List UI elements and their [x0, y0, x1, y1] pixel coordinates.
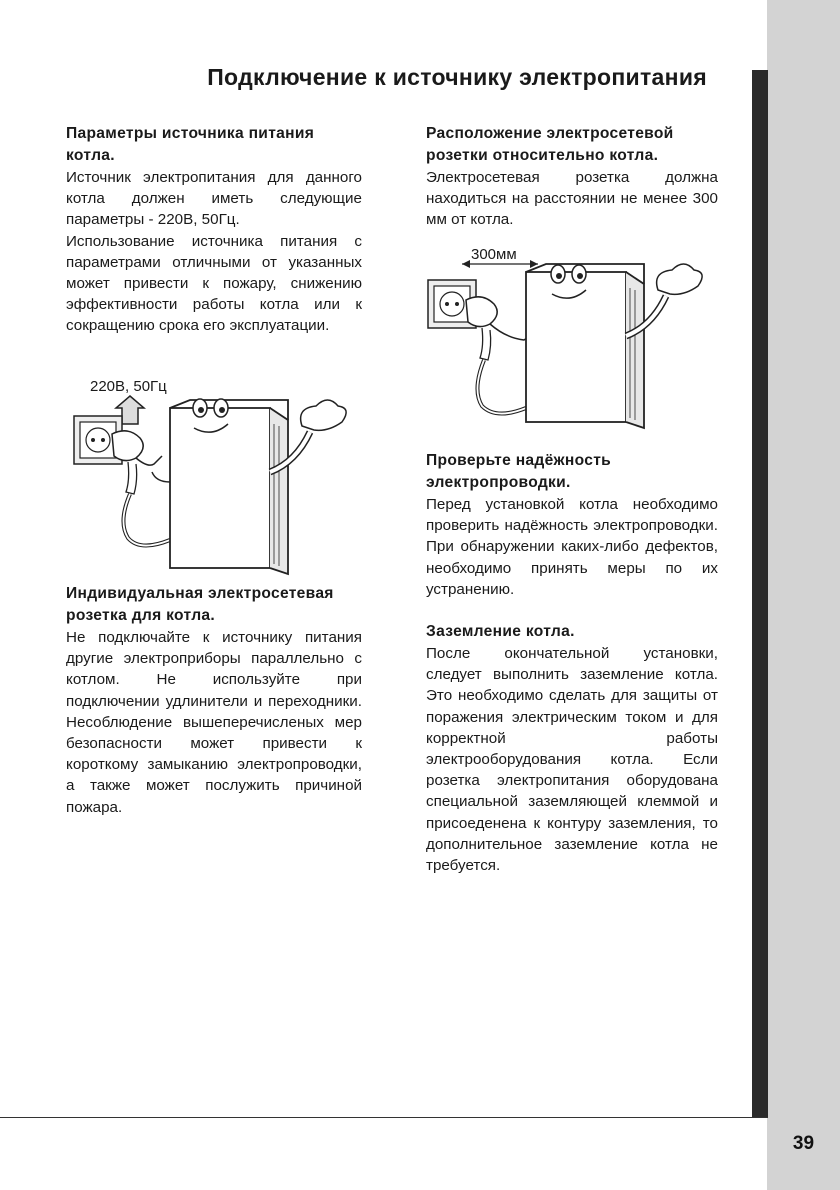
paragraph: Источник электропитания для данного котла должен иметь следующие параметры - 220В, 50Гц.: [66, 169, 362, 229]
illustration-socket-distance: [426, 240, 726, 440]
page-title: Подключение к источнику электропитания: [207, 64, 707, 90]
paragraph: Использование источника питания с параметрами отличными от указанных может привести к пожару, снижению эффективности работы котла или к сокращению срока его эксплуатации.: [66, 232, 362, 335]
section-title: Индивидуальная электросетевая розетка для котла.: [66, 585, 334, 624]
illustration-boiler-plug: [66, 372, 366, 582]
socket-distance-drawing: [426, 240, 726, 440]
paragraph: Электросетевая розетка должна находиться на расстоянии не менее 300 мм от котла.: [426, 169, 718, 229]
section-individual-socket: [66, 583, 362, 818]
footer-rule: [0, 1117, 768, 1118]
paragraph: После окончательной установки, следует выполнить заземление котла. Это необходимо сделать для защиты от поражения электрическим током и для корректной работы электрооборудования котла. Если розетка электропитания оборудована специальной заземляющей клеммой и присоеденена к контуру заземления, то дополнительное заземление котла не требуется.: [426, 645, 718, 875]
boiler-icon: [526, 272, 626, 422]
hand-plug-icon: [112, 431, 143, 461]
distance-label: 300мм: [471, 246, 517, 263]
section-grounding: [426, 621, 718, 876]
boiler-plug-drawing: [66, 372, 366, 582]
paragraph: Не подключайте к источнику питания другие электроприборы параллельно с котлом. Не используйте при подключении удлинители и переходники. Несоблюдение вышеперечисленых мер безопасности может привести к короткому замыканию электропроводки, а также может послужить причиной пожара.: [66, 629, 362, 816]
hand-plug-icon: [466, 297, 497, 327]
boiler-icon: [170, 408, 270, 568]
section-title: Заземление котла.: [426, 623, 575, 640]
section-title: Проверьте надёжность электропроводки.: [426, 452, 612, 491]
section-title: Расположение электросетевой розетки относительно котла.: [426, 125, 674, 164]
section-socket-location: [426, 123, 718, 231]
side-margin-strip: [767, 0, 840, 1190]
page-number: 39: [792, 1133, 815, 1154]
side-dark-bar: [752, 70, 768, 1118]
voltage-label: 220В, 50Гц: [90, 378, 167, 395]
paragraph: Перед установкой котла необходимо проверить надёжность электропроводки. При обнаружении каких-либо дефектов, необходимо принять меры по их устранению.: [426, 496, 718, 598]
section-check-wiring: [426, 450, 718, 600]
section-power-params: [66, 123, 362, 337]
section-title: Параметры источника питания котла.: [66, 125, 315, 164]
